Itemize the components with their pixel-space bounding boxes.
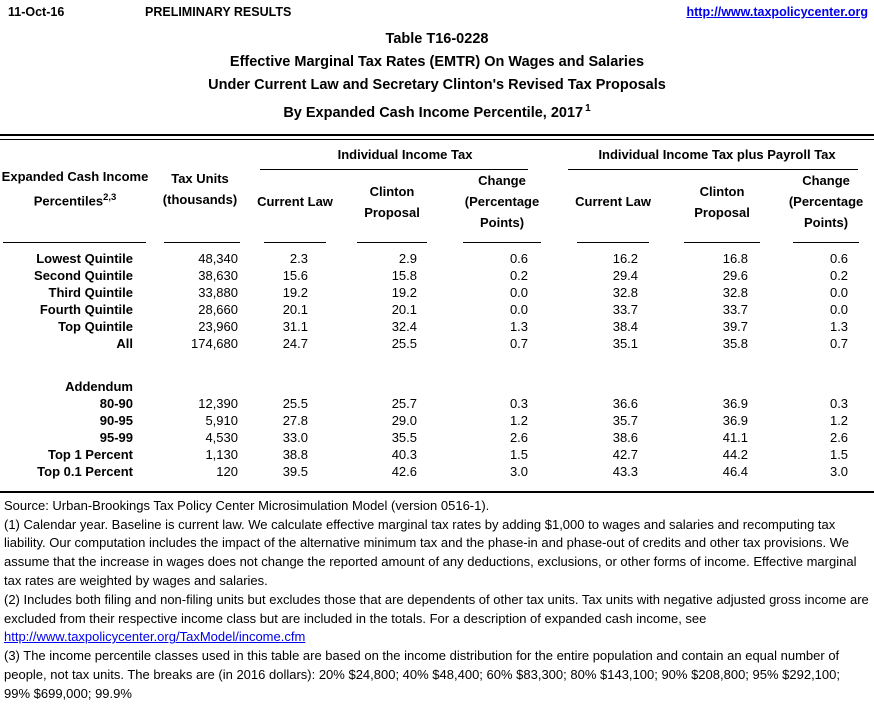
cell-iit-current-law: 39.5: [282, 463, 308, 479]
table-row: [0, 318, 874, 335]
title-line-4-text: By Expanded Cash Income Percentile, 2017: [283, 104, 584, 121]
change-label-line3: Points): [479, 215, 525, 231]
cell-payroll-change: 3.0: [829, 463, 849, 479]
footnotes: [0, 493, 874, 704]
table-row: [0, 284, 874, 301]
cell-payroll-current-law: [560, 378, 666, 395]
cell-tax-units: 5,910: [205, 412, 238, 428]
current-law-label: Current Law: [257, 194, 333, 210]
cell-iit-current-law: [250, 378, 340, 395]
cell-iit-change: 0.0: [509, 301, 529, 317]
cell-payroll-clinton-proposal: 32.8: [722, 284, 749, 300]
cell-iit-current-law: 19.2: [282, 284, 308, 300]
title-line-2: Effective Marginal Tax Rates (EMTR) On Wages and Salaries: [229, 54, 645, 70]
clinton-label-line1: Clinton: [699, 183, 745, 199]
cell-tax-units: 33,880: [198, 284, 238, 300]
cell-iit-change: 0.2: [509, 267, 529, 283]
cell-payroll-clinton-proposal: 41.1: [722, 429, 749, 445]
cell-tax-units: [150, 378, 250, 395]
cell-iit-change: [444, 378, 560, 395]
cell-iit-current-law: 27.8: [282, 412, 308, 428]
cell-iit-clinton-proposal: 2.9: [398, 250, 417, 266]
cell-payroll-change: 0.2: [829, 267, 849, 283]
header-underline: [357, 242, 428, 243]
cell-iit-clinton-proposal: 25.7: [391, 395, 417, 411]
header-payroll-current-law: [560, 170, 666, 250]
header-tax-units-line2: (thousands): [162, 191, 238, 207]
header-underline: [463, 242, 542, 243]
date-label: 11-Oct-16: [8, 5, 65, 19]
cell-payroll-clinton-proposal: 36.9: [722, 412, 749, 428]
row-label: Top Quintile: [58, 318, 133, 334]
cell-iit-change: 1.5: [509, 446, 529, 462]
table-row: [0, 412, 874, 429]
cell-tax-units: 48,340: [198, 250, 238, 266]
clinton-label-line2: Proposal: [364, 204, 420, 220]
cell-payroll-current-law: 38.4: [612, 318, 639, 334]
cell-tax-units: 174,680: [191, 335, 238, 351]
title-line-3: Under Current Law and Secretary Clinton's Revised Tax Proposals: [208, 77, 666, 93]
taxpolicycenter-link[interactable]: http://www.taxpolicycenter.org: [686, 5, 868, 19]
header-percentiles-text: Percentiles: [33, 193, 104, 209]
cell-payroll-change: 0.0: [829, 301, 849, 317]
table-body: [0, 250, 874, 480]
header-underline: [793, 242, 858, 243]
cell-payroll-current-law: 35.1: [612, 335, 639, 351]
cell-iit-current-law: 31.1: [282, 318, 308, 334]
cell-iit-change: 2.6: [509, 429, 529, 445]
cell-payroll-change: 1.5: [829, 446, 849, 462]
row-label: Third Quintile: [48, 284, 133, 300]
cell-iit-change: 1.2: [509, 412, 529, 428]
header-payroll-change: [778, 170, 874, 250]
table-row: [0, 429, 874, 446]
header-underline: [577, 242, 649, 243]
row-label: Addendum: [65, 378, 133, 394]
footnote-1: (1) Calendar year. Baseline is current law. We calculate effective marginal tax rates by adding $1,000 to wages and salaries and recomputing tax liability. Our computation includes the impact of the alternative minimum tax and the phase-in and phase-out of credits and other tax provisions. We assume that the increase in wages does not change the reported amount of any deductions, exclusions, or other forms of income. Effective marginal tax rates are weighted by wages and salaries.: [4, 516, 857, 589]
change-label-line1: Change: [802, 173, 850, 189]
title-block: [0, 28, 874, 125]
top-bar: [0, 0, 874, 19]
header-payroll-clinton-proposal: [666, 170, 778, 250]
table-row: [0, 463, 874, 480]
group-header-iit-plus-payroll: [560, 140, 874, 170]
title-footnote-marker: 1: [585, 103, 591, 114]
change-label-line1: Change: [478, 173, 526, 189]
header-tax-units: [150, 140, 250, 250]
row-label: Lowest Quintile: [36, 250, 133, 266]
header-percentiles-line1: Expanded Cash Income: [1, 169, 149, 185]
cell-payroll-change: 0.6: [829, 250, 849, 266]
cell-payroll-clinton-proposal: 29.6: [722, 267, 749, 283]
header-percentiles: [0, 140, 150, 250]
table-row: [0, 301, 874, 318]
cell-iit-change: 1.3: [509, 318, 529, 334]
cell-iit-clinton-proposal: 20.1: [391, 301, 417, 317]
cell-iit-clinton-proposal: 19.2: [391, 284, 417, 300]
cell-payroll-change: 2.6: [829, 429, 849, 445]
group2-label: Individual Income Tax plus Payroll Tax: [598, 147, 836, 163]
cell-iit-change: 0.7: [509, 335, 529, 351]
data-table-container: [0, 134, 874, 493]
cell-payroll-change: 1.3: [829, 318, 849, 334]
cell-tax-units: 23,960: [198, 318, 238, 334]
cell-iit-current-law: 24.7: [282, 335, 308, 351]
header-underline: [164, 242, 240, 243]
cell-tax-units: 120: [216, 463, 238, 479]
title-line-4: [0, 97, 874, 125]
preliminary-results-label: PRELIMINARY RESULTS: [145, 5, 292, 19]
spacer-row: [0, 352, 874, 378]
header-iit-current-law: [250, 170, 340, 250]
cell-tax-units: 1,130: [205, 446, 238, 462]
table-row: [0, 378, 874, 395]
cell-iit-clinton-proposal: 15.8: [391, 267, 417, 283]
row-label: Second Quintile: [34, 267, 133, 283]
cell-iit-clinton-proposal: 40.3: [391, 446, 417, 462]
clinton-label-line2: Proposal: [694, 204, 750, 220]
cell-payroll-current-law: 35.7: [612, 412, 639, 428]
cell-iit-current-law: 15.6: [282, 267, 308, 283]
cell-iit-current-law: 2.3: [289, 250, 308, 266]
cell-iit-current-law: 25.5: [282, 395, 308, 411]
cell-payroll-clinton-proposal: 39.7: [722, 318, 749, 334]
current-law-label: Current Law: [575, 194, 651, 210]
table-number-title: Table T16-0228: [385, 31, 489, 47]
row-label: Top 1 Percent: [47, 446, 133, 462]
cell-iit-current-law: 33.0: [282, 429, 308, 445]
row-label: Top 0.1 Percent: [37, 463, 133, 479]
cell-payroll-current-law: 43.3: [612, 463, 639, 479]
cell-iit-clinton-proposal: [340, 378, 444, 395]
cell-iit-clinton-proposal: 29.0: [391, 412, 417, 428]
table-header: [0, 140, 874, 250]
cell-payroll-change: [778, 378, 874, 395]
group-header-individual-income-tax: [250, 140, 560, 170]
row-label: Fourth Quintile: [39, 301, 133, 317]
cell-tax-units: 28,660: [198, 301, 238, 317]
group1-label: Individual Income Tax: [337, 147, 473, 163]
cell-iit-change: 0.3: [509, 395, 529, 411]
footnote-3: (3) The income percentile classes used in this table are based on the income distribution for the entire population and contain an equal number of people, not tax units. The breaks are (in 2016 dollars): 20% $24,800; 40% $48,400; 60% $83,300; 80% $143,100; 90% $208,800; 95% $292,100; 99% $699,000; 99.9%: [4, 648, 840, 701]
cell-iit-change: 0.6: [509, 250, 529, 266]
table-row: [0, 395, 874, 412]
table-row: [0, 250, 874, 267]
cell-iit-clinton-proposal: 25.5: [391, 335, 417, 351]
cell-payroll-current-law: 38.6: [612, 429, 639, 445]
cell-iit-current-law: 38.8: [282, 446, 308, 462]
header-iit-clinton-proposal: [340, 170, 444, 250]
cell-payroll-change: 0.0: [829, 284, 849, 300]
source-note: Source: Urban-Brookings Tax Policy Center Microsimulation Model (version 0516-1).: [4, 497, 490, 513]
table-row: [0, 267, 874, 284]
cell-tax-units: 12,390: [198, 395, 238, 411]
cell-payroll-current-law: 36.6: [612, 395, 639, 411]
cell-payroll-clinton-proposal: 36.9: [722, 395, 749, 411]
header-underline: [3, 242, 146, 243]
cell-iit-clinton-proposal: 42.6: [391, 463, 417, 479]
change-label-line2: (Percentage: [788, 194, 864, 210]
cell-payroll-clinton-proposal: 33.7: [722, 301, 749, 317]
emtr-table: [0, 140, 874, 480]
cell-payroll-change: 0.7: [829, 335, 849, 351]
row-label: 90-95: [99, 412, 133, 428]
cell-payroll-clinton-proposal: 16.8: [722, 250, 749, 266]
cell-payroll-current-law: 32.8: [612, 284, 639, 300]
change-label-line2: (Percentage: [464, 194, 540, 210]
footnote-2: (2) Includes both filing and non-filing units but excludes those that are dependents of other tax units. Tax units with negative adjusted gross income are excluded from their respective income class but are included in the totals. For a description of expanded cash income, see: [4, 591, 869, 626]
cell-tax-units: 4,530: [205, 429, 238, 445]
cell-iit-change: 0.0: [509, 284, 529, 300]
header-percentiles-line2: [0, 187, 150, 211]
cell-payroll-clinton-proposal: 44.2: [722, 446, 749, 462]
cell-iit-clinton-proposal: 32.4: [391, 318, 417, 334]
cell-iit-clinton-proposal: 35.5: [391, 429, 417, 445]
cell-payroll-clinton-proposal: 35.8: [722, 335, 749, 351]
cell-payroll-clinton-proposal: 46.4: [722, 463, 749, 479]
cell-payroll-change: 0.3: [829, 395, 849, 411]
row-label: All: [116, 335, 133, 351]
header-iit-change: [444, 170, 560, 250]
cell-payroll-change: 1.2: [829, 412, 849, 428]
header-underline: [264, 242, 325, 243]
cell-payroll-current-law: 29.4: [612, 267, 639, 283]
change-label-line3: Points): [804, 215, 849, 231]
cell-iit-current-law: 20.1: [282, 301, 308, 317]
clinton-label-line1: Clinton: [369, 183, 415, 199]
header-tax-units-line1: Tax Units: [171, 170, 229, 186]
percentiles-footnote-marker: 2,3: [103, 192, 117, 204]
table-row: [0, 335, 874, 352]
cell-payroll-current-law: 33.7: [612, 301, 639, 317]
cell-iit-change: 3.0: [509, 463, 529, 479]
header-underline: [684, 242, 760, 243]
cell-payroll-current-law: 42.7: [612, 446, 639, 462]
cell-tax-units: 38,630: [198, 267, 238, 283]
cell-payroll-clinton-proposal: [666, 378, 778, 395]
row-label: 95-99: [99, 429, 133, 445]
row-label: 80-90: [99, 395, 133, 411]
cell-payroll-current-law: 16.2: [612, 250, 639, 266]
income-definition-link[interactable]: http://www.taxpolicycenter.org/TaxModel/income.cfm: [4, 629, 306, 645]
table-row: [0, 446, 874, 463]
